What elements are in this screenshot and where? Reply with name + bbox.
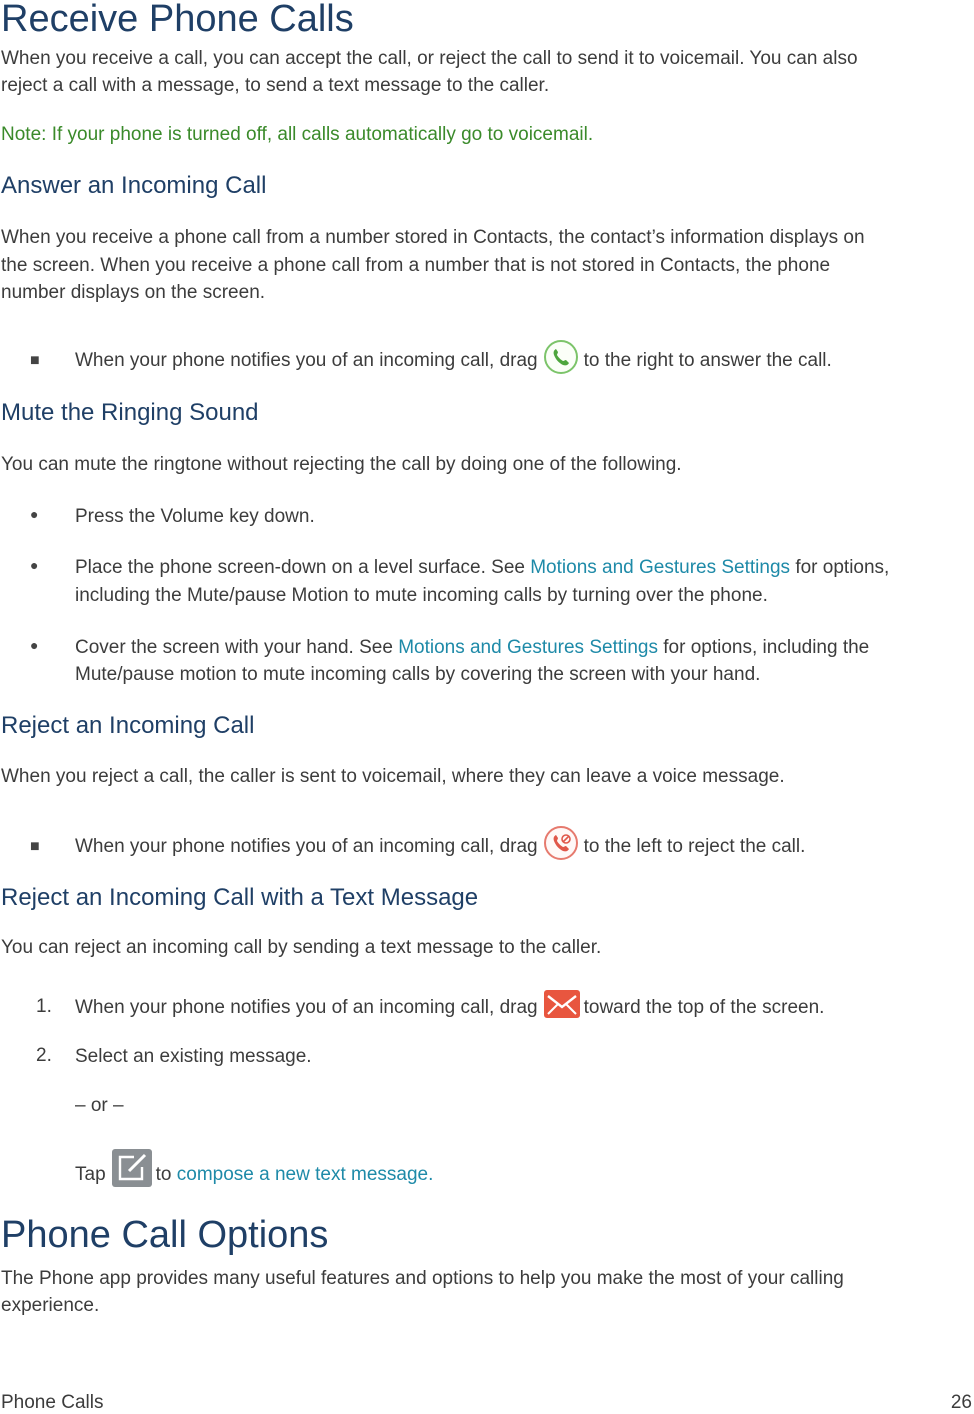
mute-bullet-1: Press the Volume key down. — [75, 506, 315, 527]
answer-heading: Answer an Incoming Call — [1, 172, 267, 199]
answer-body-1: When you receive a phone call from a number stored in Contacts, the contact’s information displays on — [1, 227, 865, 248]
answer-bullet — [75, 347, 832, 375]
answer-body-3: number displays on the screen. — [1, 282, 266, 303]
reject-heading: Reject an Incoming Call — [1, 712, 255, 739]
mute-bullet-2 — [75, 554, 889, 582]
compose-icon — [112, 1149, 152, 1187]
square-bullet: ■ — [30, 838, 40, 855]
square-bullet: ■ — [30, 352, 40, 369]
compose-message-link[interactable]: compose a new text message. — [176, 1164, 434, 1185]
mute-bullet-2-text-post: for options, — [790, 557, 890, 578]
tap-compose — [75, 1161, 433, 1189]
step-2: Select an existing message. — [75, 1046, 312, 1067]
mute-heading: Mute the Ringing Sound — [1, 399, 259, 426]
tap-to-text: to — [155, 1164, 177, 1185]
dot-bullet-1: ● — [30, 506, 39, 522]
answer-bullet-text-before: When your phone notifies you of an incoming call, drag — [75, 350, 538, 371]
intro-line-2: reject a call with a message, to send a text message to the caller. — [1, 75, 550, 96]
reject-bullet-text-after: to the left to reject the call. — [583, 836, 806, 857]
phone-answer-icon — [544, 340, 578, 374]
step-1-number: 1. — [36, 996, 52, 1017]
step-2-number: 2. — [36, 1045, 52, 1066]
motions-gestures-link-1[interactable]: Motions and Gestures Settings — [530, 557, 791, 578]
options-body-1: The Phone app provides many useful features and options to help you make the most of your calling — [1, 1268, 844, 1289]
phone-reject-icon — [544, 826, 578, 860]
envelope-icon — [544, 990, 580, 1018]
page-number: 26 — [950, 1392, 972, 1413]
mute-bullet-3-text-post: for options, including the — [658, 637, 870, 658]
dot-bullet-3: ● — [30, 637, 39, 653]
page-title: Receive Phone Calls — [1, 0, 354, 40]
footer-section: Phone Calls — [1, 1392, 104, 1413]
intro-line-1: When you receive a call, you can accept the call, or reject the call to send it to voicemail. You can also — [1, 48, 858, 69]
dot-bullet-2: ● — [30, 557, 39, 573]
reject-text-heading: Reject an Incoming Call with a Text Message — [1, 884, 479, 911]
reject-bullet — [75, 833, 805, 861]
step-1-text-after: toward the top of the screen. — [583, 997, 825, 1018]
answer-body-2: the screen. When you receive a phone call from a number that is not stored in Contacts, the phone — [1, 255, 831, 276]
reject-text-body: You can reject an incoming call by sending a text message to the caller. — [1, 937, 602, 958]
phone-call-options-heading: Phone Call Options — [1, 1214, 329, 1256]
mute-bullet-2-line-2: including the Mute/pause Motion to mute incoming calls by turning over the phone. — [75, 585, 768, 606]
tap-text: Tap — [75, 1164, 106, 1185]
mute-bullet-3-line-2: Mute/pause motion to mute incoming calls by covering the screen with your hand. — [75, 664, 761, 685]
or-separator: – or – — [75, 1095, 124, 1116]
mute-bullet-3-text: Cover the screen with your hand. See — [75, 637, 399, 658]
step-1 — [75, 994, 824, 1022]
answer-bullet-text-after: to the right to answer the call. — [583, 350, 832, 371]
mute-bullet-3 — [75, 634, 869, 662]
step-1-text-before: When your phone notifies you of an incoming call, drag — [75, 997, 538, 1018]
options-body-2: experience. — [1, 1295, 100, 1316]
mute-bullet-2-text: Place the phone screen-down on a level surface. See — [75, 557, 531, 578]
reject-body: When you reject a call, the caller is sent to voicemail, where they can leave a voice message. — [1, 766, 785, 787]
note-text: Note: If your phone is turned off, all calls automatically go to voicemail. — [1, 124, 594, 145]
reject-bullet-text-before: When your phone notifies you of an incoming call, drag — [75, 836, 538, 857]
motions-gestures-link-2[interactable]: Motions and Gestures Settings — [398, 637, 658, 658]
mute-body: You can mute the ringtone without rejecting the call by doing one of the following. — [1, 454, 682, 475]
